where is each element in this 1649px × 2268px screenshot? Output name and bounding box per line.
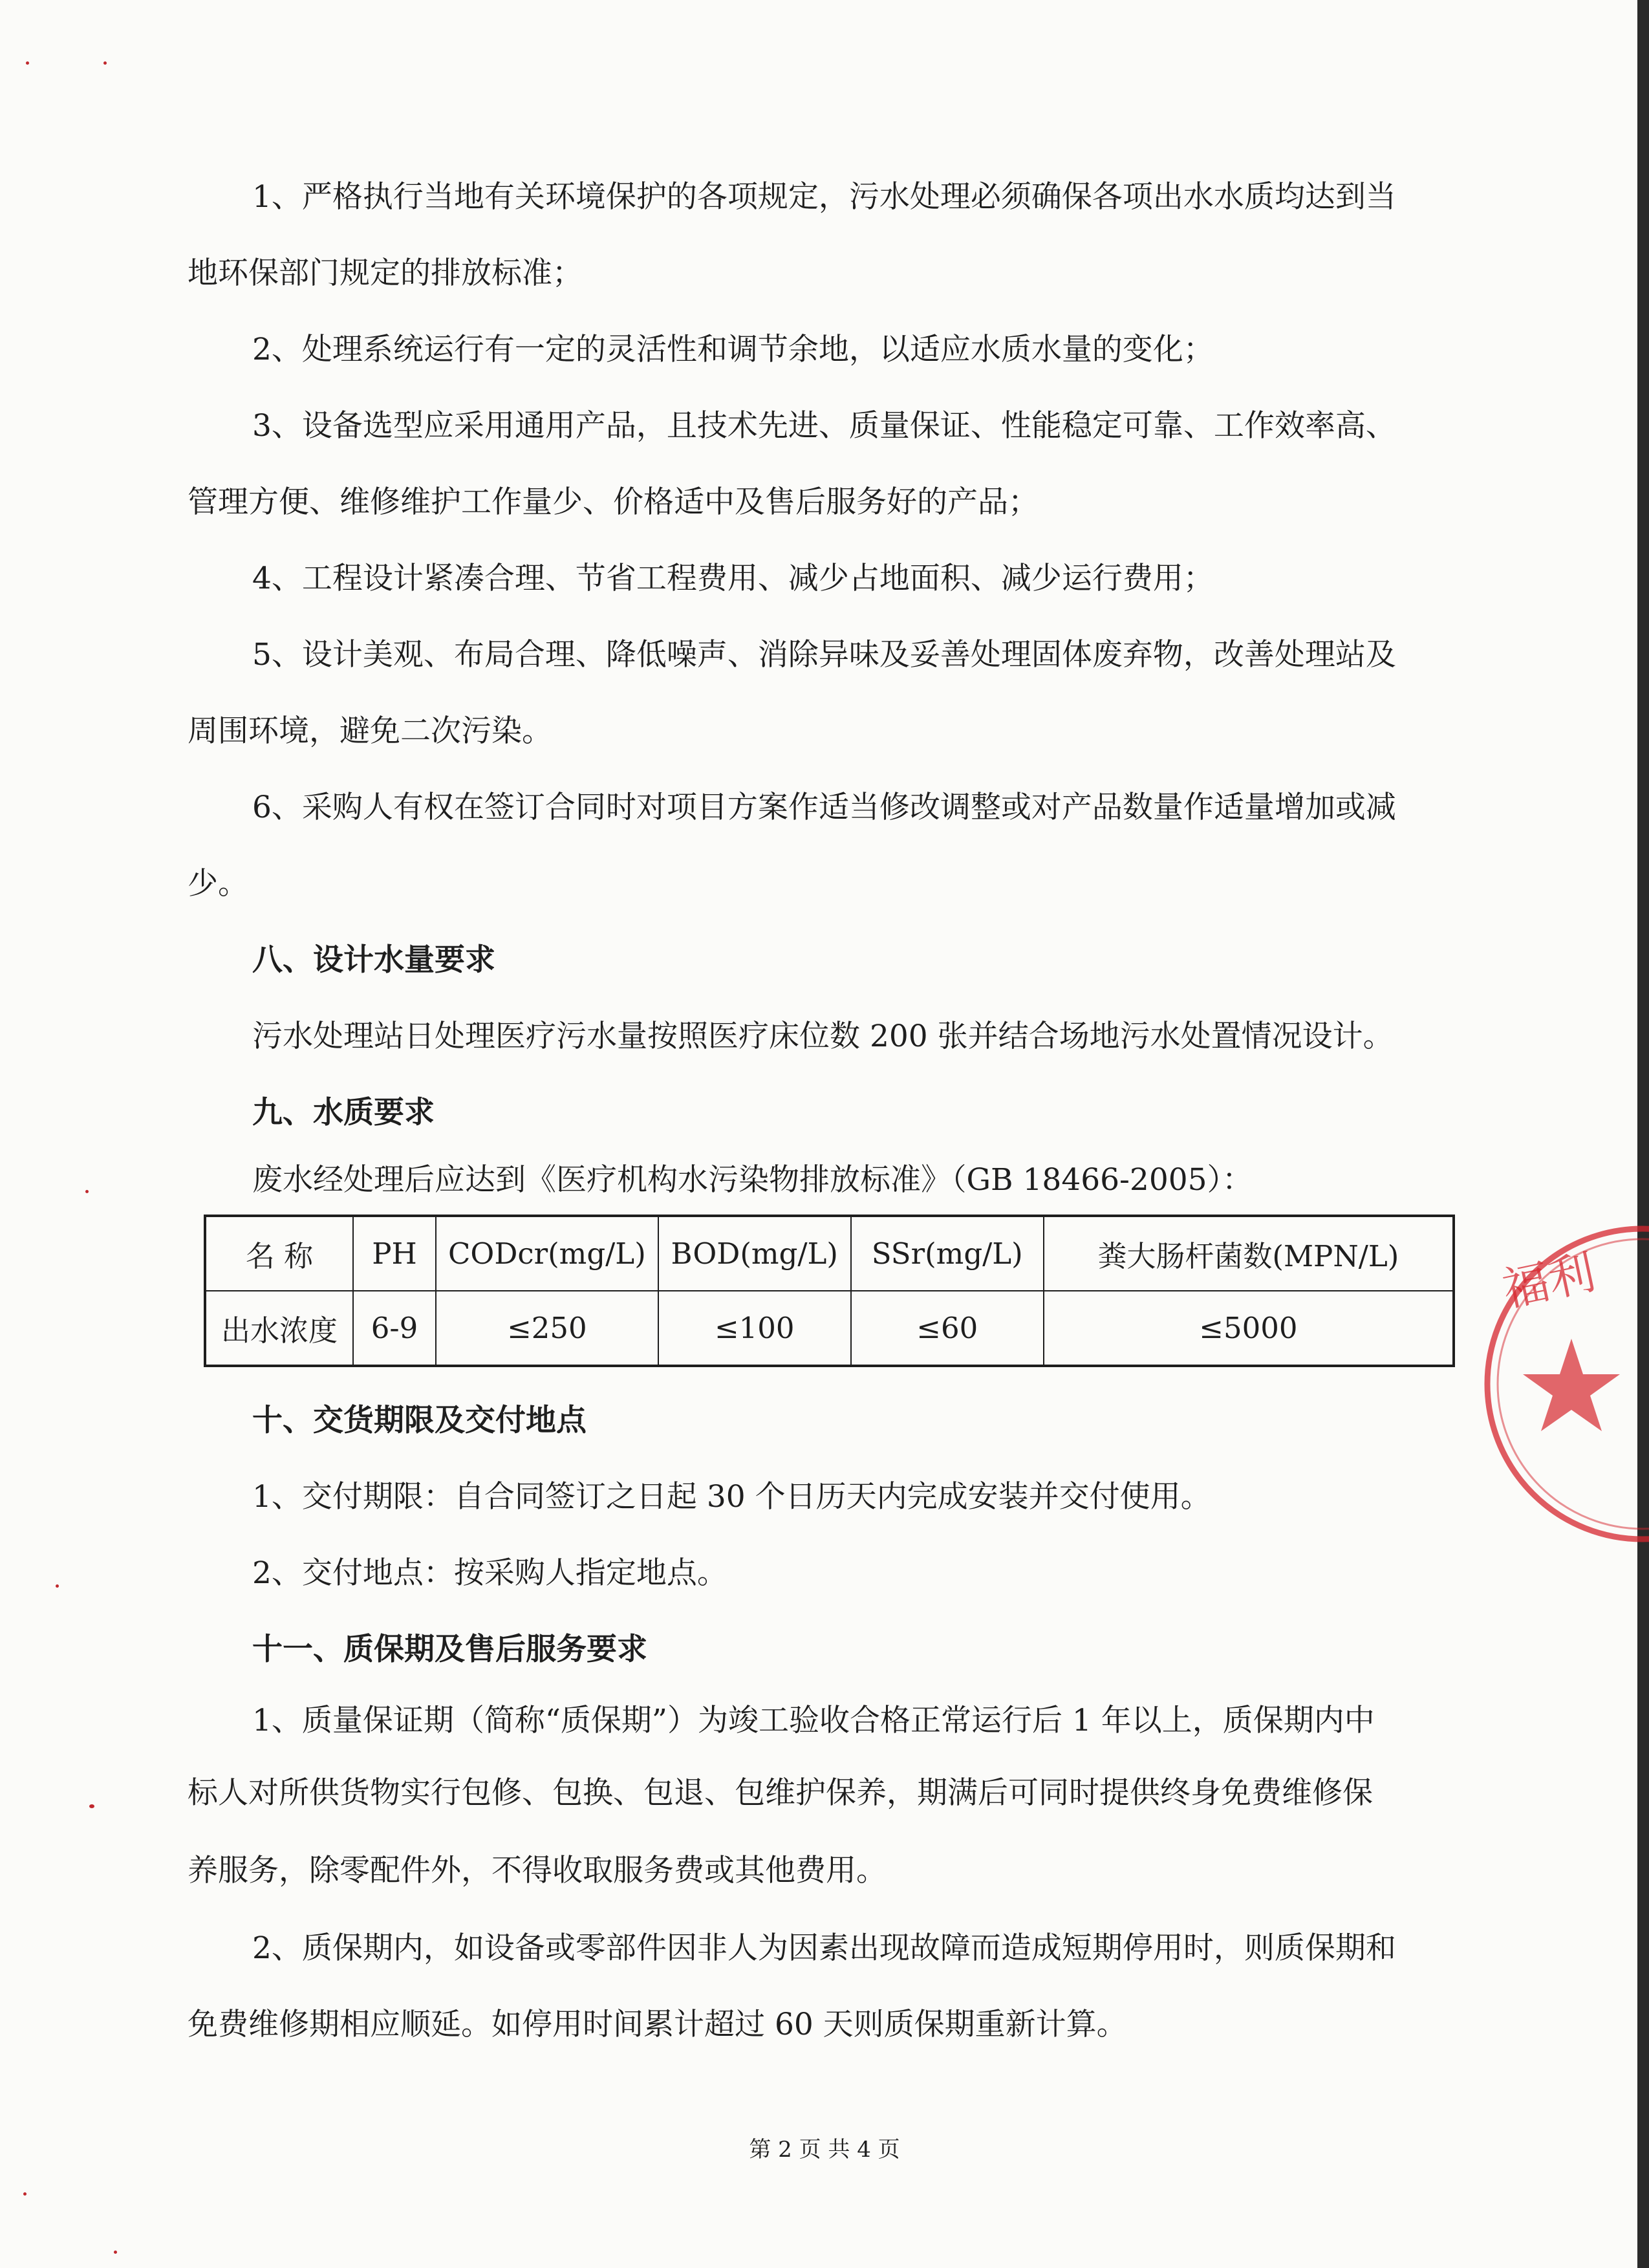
section-11-item-1-line-3: 养服务，除零配件外，不得收取服务费或其他费用。	[188, 1853, 887, 1888]
scan-speck	[85, 1190, 89, 1193]
section-11-item-2-line-2: 免费维修期相应顺延。如停用时间累计超过 60 天则质保期重新计算。	[188, 2007, 1127, 2042]
water-quality-table	[204, 1215, 1455, 1367]
section-11-heading: 十一、质保期及售后服务要求	[252, 1632, 647, 1667]
requirement-6-line-2: 少。	[188, 866, 248, 902]
table-header-cell: CODcr(mg/L)	[436, 1216, 658, 1291]
scan-speck	[114, 2251, 117, 2254]
table-cell: 6-9	[353, 1291, 436, 1366]
page-number: 第 2 页 共 4 页	[749, 2137, 900, 2163]
table-cell: 出水浓度	[205, 1291, 353, 1366]
official-seal-stamp	[1481, 1216, 1649, 1578]
table-header-cell: PH	[353, 1216, 436, 1291]
table-header-row	[205, 1216, 1454, 1291]
section-11-item-1-line-1: 1、质量保证期（简称“质保期”）为竣工验收合格正常运行后 1 年以上，质保期内中	[252, 1703, 1375, 1738]
section-10-heading: 十、交货期限及交付地点	[252, 1403, 587, 1438]
table-cell: ≤250	[436, 1291, 658, 1366]
table-header-cell: BOD(mg/L)	[658, 1216, 851, 1291]
table-header-cell: SSr(mg/L)	[851, 1216, 1044, 1291]
requirement-1-line-2: 地环保部门规定的排放标准；	[188, 255, 583, 291]
scan-speck	[26, 61, 29, 65]
section-9-text: 废水经处理后应达到《医疗机构水污染物排放标准》（GB 18466-2005）：	[252, 1162, 1253, 1198]
requirement-5-line-2: 周围环境，避免二次污染。	[188, 713, 552, 749]
scan-speck	[89, 1804, 94, 1808]
table-row	[205, 1291, 1454, 1366]
requirement-4: 4、工程设计紧凑合理、节省工程费用、减少占地面积、减少运行费用；	[252, 561, 1214, 596]
requirement-2: 2、处理系统运行有一定的灵活性和调节余地，以适应水质水量的变化；	[252, 332, 1214, 367]
table-header-cell: 名 称	[205, 1216, 353, 1291]
seal-text: 福利	[1498, 1244, 1600, 1317]
scan-speck	[23, 2192, 27, 2196]
seal-star-icon	[1523, 1339, 1620, 1431]
scan-speck	[103, 61, 107, 65]
scan-speck	[56, 1584, 59, 1588]
requirement-1-line-1: 1、严格执行当地有关环境保护的各项规定，污水处理必须确保各项出水水质均达到当	[252, 179, 1396, 215]
section-11-item-2-line-1: 2、质保期内，如设备或零部件因非人为因素出现故障而造成短期停用时，则质保期和	[252, 1930, 1396, 1966]
section-11-item-1-line-2: 标人对所供货物实行包修、包换、包退、包维护保养，期满后可同时提供终身免费维修保	[188, 1775, 1373, 1811]
section-10-item-2: 2、交付地点：按采购人指定地点。	[252, 1555, 727, 1591]
section-9-heading: 九、水质要求	[252, 1095, 435, 1130]
section-10-item-1: 1、交付期限：自合同签订之日起 30 个日历天内完成安装并交付使用。	[252, 1479, 1211, 1515]
section-8-text: 污水处理站日处理医疗污水量按照医疗床位数 200 张并结合场地污水处置情况设计。	[252, 1019, 1394, 1054]
requirement-6-line-1: 6、采购人有权在签订合同时对项目方案作适当修改调整或对产品数量作适量增加或减	[252, 790, 1396, 825]
requirement-3-line-2: 管理方便、维修维护工作量少、价格适中及售后服务好的产品；	[188, 484, 1039, 520]
requirement-5-line-1: 5、设计美观、布局合理、降低噪声、消除异味及妥善处理固体废弃物，改善处理站及	[252, 637, 1396, 673]
table-cell: ≤100	[658, 1291, 851, 1366]
table-cell: ≤60	[851, 1291, 1044, 1366]
requirement-3-line-1: 3、设备选型应采用通用产品，且技术先进、质量保证、性能稳定可靠、工作效率高、	[252, 408, 1396, 444]
section-8-heading: 八、设计水量要求	[252, 942, 495, 978]
table-header-cell: 粪大肠杆菌数(MPN/L)	[1044, 1216, 1454, 1291]
scan-edge	[1637, 0, 1649, 2268]
table-cell: ≤5000	[1044, 1291, 1454, 1366]
